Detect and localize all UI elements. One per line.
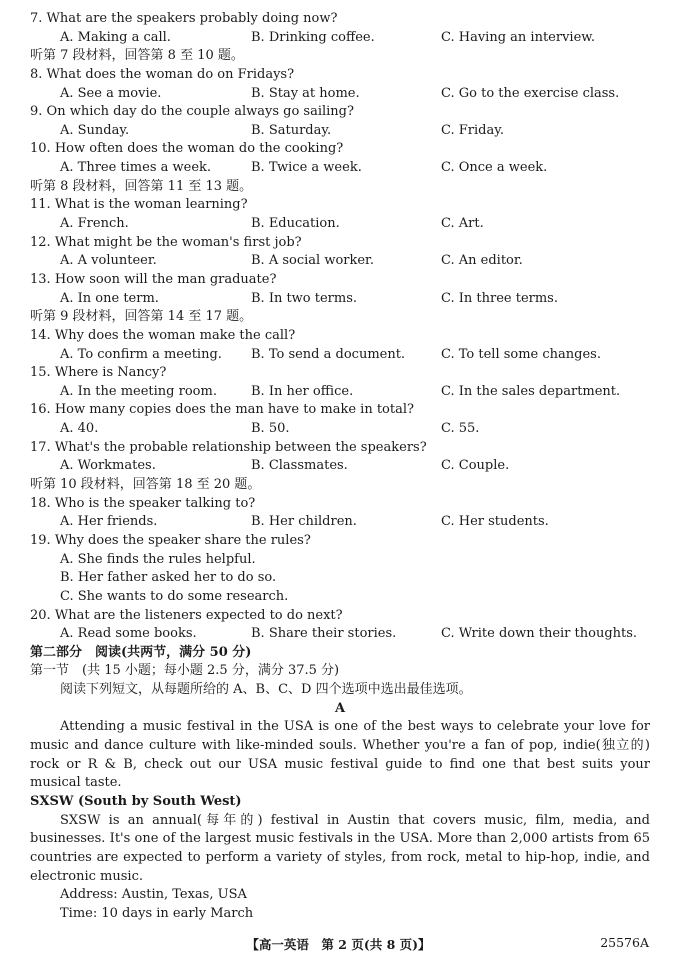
part-2-title: 第二部分 阅读(共两节，满分 50 分) bbox=[30, 644, 252, 660]
question-10: 10. How often does the woman do the cooking? bbox=[30, 141, 344, 157]
question-12: 12. What might be the woman's first job? bbox=[30, 234, 302, 250]
section-heading-9: 听第 9 段材料，回答第 14 至 17 题。 bbox=[30, 309, 253, 325]
option-a: A. A volunteer. bbox=[60, 253, 157, 269]
festival-time: Time: 10 days in early March bbox=[60, 905, 254, 921]
option-a: A. Her friends. bbox=[60, 514, 158, 530]
option-c: C. In three terms. bbox=[441, 290, 558, 306]
section-heading-7: 听第 7 段材料，回答第 8 至 10 题。 bbox=[30, 48, 244, 64]
question-19-option-b: B. Her father asked her to do so. bbox=[60, 570, 277, 586]
question-9-options bbox=[30, 122, 650, 141]
option-a: A. Sunday. bbox=[60, 122, 130, 138]
question-7: 7. What are the speakers probably doing now? bbox=[30, 11, 338, 26]
option-b: B. Share their stories. bbox=[251, 626, 397, 642]
option-c: C. Once a week. bbox=[441, 160, 548, 176]
option-b: B. Classmates. bbox=[251, 458, 348, 474]
option-c: C. An editor. bbox=[441, 253, 523, 269]
option-b: B. 50. bbox=[251, 421, 290, 437]
question-20-options bbox=[30, 625, 650, 644]
question-10-options bbox=[30, 159, 650, 178]
question-19-option-c: C. She wants to do some research. bbox=[60, 588, 289, 604]
option-a: A. 40. bbox=[60, 421, 99, 437]
question-16: 16. How many copies does the man have to make in total? bbox=[30, 402, 414, 418]
passage-paragraph-1: Attending a music festival in the USA is one of the best ways to celebrate your love for music and dance culture with like-minded souls. Whether you're a fan of pop, indie(独立的) rock or R & B, check out our USA music festival guide to find one that best suits your musical taste. bbox=[30, 719, 650, 791]
option-c: C. Friday. bbox=[441, 122, 504, 138]
question-12-options bbox=[30, 252, 650, 271]
option-b: B. Her children. bbox=[251, 514, 357, 530]
footer-page-label: 【高一英语 第 2 页(共 8 页)】 bbox=[246, 937, 431, 952]
option-b: B. Drinking coffee. bbox=[251, 29, 375, 45]
question-16-options bbox=[30, 420, 650, 439]
question-8: 8. What does the woman do on Fridays? bbox=[30, 66, 295, 82]
festival-address: Address: Austin, Texas, USA bbox=[60, 887, 247, 903]
option-c: C. 55. bbox=[441, 421, 480, 437]
page-content bbox=[30, 10, 650, 924]
page-footer bbox=[0, 935, 677, 955]
option-b: B. Saturday. bbox=[251, 122, 332, 138]
option-c: C. Art. bbox=[441, 216, 484, 232]
option-a: A. In one term. bbox=[60, 290, 159, 306]
option-c: C. To tell some changes. bbox=[441, 346, 601, 362]
option-b: B. Education. bbox=[251, 216, 340, 232]
question-17: 17. What's the probable relationship between the speakers? bbox=[30, 439, 427, 455]
option-b: B. Twice a week. bbox=[251, 160, 362, 176]
footer-code: 25576A bbox=[600, 935, 649, 950]
option-b: B. To send a document. bbox=[251, 346, 406, 362]
option-a: A. To confirm a meeting. bbox=[60, 346, 222, 362]
question-18-options bbox=[30, 513, 650, 532]
question-19: 19. Why does the speaker share the rules? bbox=[30, 532, 311, 548]
passage-letter: A bbox=[334, 700, 346, 716]
reading-instruction: 阅读下列短文，从每题所给的 A、B、C、D 四个选项中选出最佳选项。 bbox=[60, 682, 472, 698]
sxsw-heading: SXSW (South by South West) bbox=[30, 793, 242, 809]
section-1-title: 第一节 (共 15 小题；每小题 2.5 分，满分 37.5 分) bbox=[30, 663, 340, 679]
option-c: C. Having an interview. bbox=[441, 29, 595, 45]
question-15: 15. Where is Nancy? bbox=[30, 365, 167, 381]
option-a: A. French. bbox=[60, 216, 129, 232]
option-a: A. Three times a week. bbox=[60, 160, 212, 176]
option-c: C. Couple. bbox=[441, 458, 510, 474]
passage-paragraph-2: SXSW is an annual(每年的) festival in Austin that covers music, film, media, and businesses. It's one of the largest music festivals in the USA. More than 2,000 artists from 65 countries are expected to perform a variety of styles, from rock, metal to hip-hop, indie, and electronic music. bbox=[30, 812, 650, 884]
option-b: B. In two terms. bbox=[251, 290, 358, 306]
question-7-options bbox=[30, 29, 650, 48]
question-20: 20. What are the listeners expected to do next? bbox=[30, 607, 343, 623]
question-13: 13. How soon will the man graduate? bbox=[30, 271, 277, 287]
question-14: 14. Why does the woman make the call? bbox=[30, 327, 296, 343]
option-b: B. A social worker. bbox=[251, 253, 374, 269]
question-15-options bbox=[30, 383, 650, 402]
question-11: 11. What is the woman learning? bbox=[30, 197, 248, 213]
option-a: A. Workmates. bbox=[60, 458, 156, 474]
question-11-options bbox=[30, 215, 650, 234]
option-b: B. Stay at home. bbox=[251, 85, 360, 101]
option-c: C. Her students. bbox=[441, 514, 549, 530]
question-18: 18. Who is the speaker talking to? bbox=[30, 495, 256, 511]
option-c: C. In the sales department. bbox=[441, 383, 621, 399]
question-9: 9. On which day do the couple always go sailing? bbox=[30, 104, 354, 120]
option-a: A. Read some books. bbox=[60, 626, 197, 642]
option-a: A. See a movie. bbox=[60, 85, 162, 101]
question-14-options bbox=[30, 346, 650, 365]
option-b: B. In her office. bbox=[251, 383, 354, 399]
section-heading-10: 听第 10 段材料，回答第 18 至 20 题。 bbox=[30, 477, 261, 493]
option-a: A. In the meeting room. bbox=[60, 383, 217, 399]
option-c: C. Go to the exercise class. bbox=[441, 85, 620, 101]
question-17-options bbox=[30, 457, 650, 476]
option-a: A. Making a call. bbox=[60, 29, 171, 45]
question-19-option-a: A. She finds the rules helpful. bbox=[60, 551, 256, 567]
option-c: C. Write down their thoughts. bbox=[441, 626, 638, 642]
question-8-options bbox=[30, 85, 650, 104]
question-13-options bbox=[30, 290, 650, 309]
section-heading-8: 听第 8 段材料，回答第 11 至 13 题。 bbox=[30, 178, 253, 194]
